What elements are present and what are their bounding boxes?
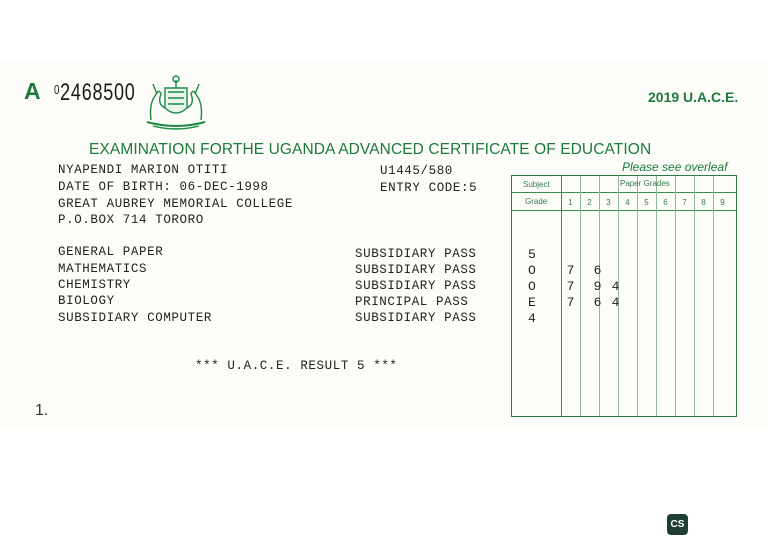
candidate-name: NYAPENDI MARION OTITI (58, 163, 229, 177)
paper-column-number: 9 (720, 198, 725, 207)
subject-name: BIOLOGY (58, 294, 115, 308)
paper-column-number: 1 (568, 198, 573, 207)
subject-name: SUBSIDIARY COMPUTER (58, 311, 212, 325)
candidate-dob: DATE OF BIRTH: 06-DEC-1998 (58, 180, 269, 194)
paper-grade: 7 (566, 263, 575, 278)
paper-column-number: 3 (606, 198, 611, 207)
paper-grade: 4 (611, 279, 620, 294)
grade-column-label: Grade (525, 197, 548, 206)
subject-grade: O (528, 263, 536, 278)
grades-table (511, 175, 737, 417)
subject-grade: E (528, 295, 536, 310)
subject-name: CHEMISTRY (58, 278, 131, 292)
paper-grades-label: Paper Grades (620, 179, 670, 188)
overleaf-note: Please see overleaf (622, 160, 728, 174)
entry-code: ENTRY CODE:5 (380, 181, 478, 195)
subject-result: SUBSIDIARY PASS (355, 311, 477, 325)
paper-column-number: 5 (644, 198, 649, 207)
camscanner-logo-icon: CS (667, 514, 688, 535)
subject-grade: 5 (528, 247, 536, 262)
paper-grade: 7 (566, 279, 575, 294)
paper-column-number: 4 (625, 198, 630, 207)
paper-grade: 9 (593, 279, 602, 294)
paper-grade: 7 (566, 295, 575, 310)
subject-name: MATHEMATICS (58, 262, 148, 276)
serial-prefix: A (24, 78, 41, 104)
subject-name: GENERAL PAPER (58, 245, 164, 259)
subject-column-label: Subject (523, 180, 550, 189)
page-number: 1. (35, 402, 49, 419)
subject-result: SUBSIDIARY PASS (355, 247, 477, 261)
subject-result: SUBSIDIARY PASS (355, 263, 477, 277)
serial-digits: 2468500 (60, 79, 136, 106)
paper-grade: 6 (593, 263, 602, 278)
serial-number (54, 79, 136, 107)
paper-column-number: 7 (682, 198, 687, 207)
exam-title: EXAMINATION FORTHE UGANDA ADVANCED CERTIFICATE OF EDUCATION (89, 141, 652, 158)
subject-grade: O (528, 279, 536, 294)
subject-grade: 4 (528, 311, 536, 326)
year-label: 2019 U.A.C.E. (648, 89, 739, 105)
paper-grade: 4 (611, 295, 620, 310)
subject-result: SUBSIDIARY PASS (355, 279, 477, 293)
index-number: U1445/580 (380, 164, 453, 178)
result-summary: *** U.A.C.E. RESULT 5 *** (195, 359, 398, 373)
serial-small-digit: 0 (54, 82, 61, 97)
subject-result: PRINCIPAL PASS (355, 295, 469, 309)
paper-column-number: 2 (587, 198, 592, 207)
paper-column-number: 8 (701, 198, 706, 207)
school-address: P.O.BOX 714 TORORO (58, 213, 204, 227)
paper-grade: 6 (593, 295, 602, 310)
school-name: GREAT AUBREY MEMORIAL COLLEGE (58, 197, 293, 211)
coat-of-arms-icon (141, 74, 211, 134)
paper-column-number: 6 (663, 198, 668, 207)
